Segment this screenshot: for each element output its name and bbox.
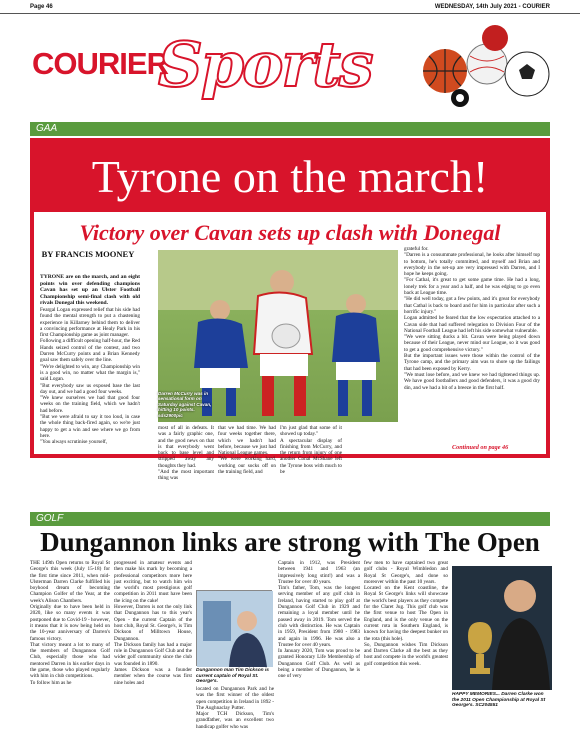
paragraph: "But we were afraid to say it too loud, in case the whole thing back-fired again, so we're just happy to get a win and see where we go from here. bbox=[40, 414, 140, 439]
trophy-photo-icon bbox=[452, 566, 552, 690]
person-photo-icon bbox=[197, 591, 273, 667]
paragraph: So, Dungannon wishes Tim Dickson and Darren Clarke all the best as they host and compete in the world's greatest golf competition this week. bbox=[364, 641, 448, 667]
article-column-4 bbox=[280, 425, 342, 476]
paragraph: progressed in amateur events and then make his mark by becoming a professional competitors more here just exciting, but to watch him win the world's most prestigious golf competition in 2011 must have been the icing on the cake! bbox=[114, 560, 192, 604]
paragraph: that we had time. We had four weeks together there, which we hadn't had before, because we just had National League games. bbox=[218, 425, 276, 457]
masthead-sports: Sports bbox=[158, 28, 372, 101]
article-column-5 bbox=[404, 246, 540, 444]
article-headline: Tyrone on the march! bbox=[34, 142, 546, 212]
page-header bbox=[0, 0, 580, 14]
paragraph: Captain in 1912, was President between 1941 and 1963 (an impressively long stint!) and was a Trustee for over 40 years. bbox=[278, 560, 360, 585]
paragraph: Located on the Kent coastline, the Royal St George's links will showcase the world's best players as they compete for the Claret Jug. This golf club was the first venue to host The Open in England, and is the only venue on the current rota in Southern England, is known for having the deepest bunker on the rota (this hole). bbox=[364, 585, 448, 642]
paragraph: "You always scrutinise yourself, bbox=[40, 439, 108, 446]
golf-column-5 bbox=[364, 560, 448, 736]
section-label-gaa: GAA bbox=[30, 122, 550, 136]
golf-column-4 bbox=[278, 560, 360, 736]
golf-column-1 bbox=[30, 560, 110, 736]
paragraph: "He did well today, got a few points, and it's great for everybody that Cathal is back to board and for him in particular after such a horrific injury." bbox=[404, 296, 540, 315]
paragraph: I'm just glad that some of it showed up today." bbox=[280, 425, 342, 438]
article-subhead: Victory over Cavan sets up clash with Donegal bbox=[79, 220, 501, 245]
tim-dickson-photo bbox=[196, 590, 272, 666]
masthead-courier: COURIER bbox=[32, 46, 168, 81]
paragraph: most of all in defeats. It was a fairly graphic one, and the good news on that is that everybody went back to base level and stripped away any thoughts they had. bbox=[158, 425, 214, 469]
byline: BY FRANCIS MOONEY bbox=[41, 249, 135, 259]
article-column-1 bbox=[40, 274, 140, 460]
paragraph: few men to have captained two great golf clubs - Royal Wimbledon and Royal St George's, and done so moreover within the past 10 years. bbox=[364, 560, 448, 585]
paragraph: located on Dungannon Park and he was the first winner of the oldest open competition in Ireland in 1892 - The Aughnaclay Putter. bbox=[196, 686, 274, 711]
golf-column-3 bbox=[196, 686, 274, 736]
masthead bbox=[30, 16, 550, 116]
page-number: Page 46 bbox=[30, 4, 53, 10]
paragraph: "And the most important thing was bbox=[158, 469, 214, 482]
paragraph: "Darren is a consummate professional, he looks after himself top to bottom, he's totally committed, and myself and Brian and everybody in the set-up are very impressed with Darren, and I hope he keeps going. bbox=[404, 252, 540, 278]
paragraph: THE 149th Open returns to Royal St George's this week (July 15-18) for the first time since 2011, when mid-Ulsterman Darren Clarke fulfilled his boyhood dream of becoming Champion Golfer of the Year, at the week's Alison Chambers. bbox=[30, 560, 110, 604]
paragraph: grateful for. bbox=[404, 246, 429, 252]
paragraph: "We knew ourselves we had that good four weeks on the training field, which we hadn't had before. bbox=[40, 395, 140, 414]
paragraph: Following a difficult opening half-hour, the Red Hands seized control of the contest, and two Darren McCurry points and a Brian Kennedy goal saw them safely over the line. bbox=[40, 338, 140, 364]
paragraph: A spectacular display of finishing from McCurry, and the return from injury of one another Conal McShane left the Tyrone boss with much to be bbox=[280, 437, 342, 476]
paragraph: "But everybody saw us exposed base the last day out, and we had a good four weeks. bbox=[40, 382, 140, 395]
paragraph: Feargal Logan expressed relief that his side had found the mental strength to put a chastening experience in Killarney behind them to deliver a convincing performance at Healy Park in his first Championship game as joint manager. bbox=[40, 306, 140, 339]
paragraph: Tim's father, Tom, was the longest serving member of any golf club in Ireland, having started to play golf at Dungannon Golf Club in 1929 and remaining a loyal member until he passed away in 2019. Tom served the club with distinction. He was Captain in 1959, President from 1980 - 1983 and again in 1996. He was also a Trustee for over 40 years. bbox=[278, 585, 360, 648]
paragraph: Major TCH Dickson, Tim's grandfather, was an excellent two handicap golfer who was bbox=[196, 711, 274, 730]
paragraph: "We were sitting ducks a bit. Cavan were being played down because of their League, never mind our League, so it was good to get a good comprehensive victory." bbox=[404, 334, 540, 353]
section-label-golf: GOLF bbox=[30, 512, 550, 526]
sports-balls-icon bbox=[415, 16, 550, 111]
paragraph: In January 2020, Tom was proud to be granted Honorary Life Membership of Dungannon Golf Club. As well as being a member of Dungannon, he is one of very bbox=[278, 648, 360, 680]
golf-headline: Dungannon links are strong with The Open bbox=[40, 527, 540, 557]
paragraph: To follow him as he bbox=[30, 679, 72, 686]
paragraph: But the important issues were those within the control of the Tyrone camp, and the primary aim was to shore up the failings that had been exposed by Kerry. bbox=[404, 353, 540, 372]
photo-caption: Darren McCurry was in sensational form on Saturday against Cavan, hitting 10 points. sds2900pic bbox=[158, 390, 212, 418]
paragraph: "We were working hard, working our socks off on the training field, and bbox=[218, 456, 276, 476]
paragraph: "We must lose before, and we knew we had tightened things up. We have good footballers and good defenders, it was a good dry din, and we had a bit of a breeze in the first half. bbox=[404, 371, 540, 391]
paragraph: Originally due to have been held in 2020, like so many events it was postponed due to Covid-19 - however, it means that it is now being held on the 10-year anniversary of Darren's famous victory. bbox=[30, 604, 110, 642]
photo3-caption: HAPPY MEMORIES... Darren Clarke won the 2011 Open Championship at Royal St George's. SC204551 bbox=[452, 692, 546, 709]
continued-note: Continued on page 46 bbox=[452, 444, 509, 451]
darren-clarke-photo bbox=[452, 566, 552, 690]
gaa-article bbox=[30, 138, 550, 482]
issue-date: WEDNESDAY, 14th July 2021 - COURIER bbox=[434, 4, 550, 10]
gaa-match-photo bbox=[158, 250, 398, 422]
golf-column-2 bbox=[114, 560, 192, 736]
lead-paragraph: TYRONE are on the march, and an eight points win over defending champions Cavan has set up an Ulster Football Championship semi-final clash with old rivals Donegal this weekend. bbox=[40, 274, 140, 307]
paragraph: Logan admitted he feared that the low expectation attached to a Cavan side that had suffered relegation to Division Four of the National Football League had left his side somewhat vulnerable. bbox=[404, 315, 540, 334]
paragraph: The Dickson family has had a major role in Dungannon Golf Club and the wider golf community since the club was founded in 1890. bbox=[114, 641, 192, 667]
paragraph: James Dickson was a founder member when the course was first nine holes and bbox=[114, 667, 192, 686]
photo2-caption: Dungannon man Tim Dickson is current captain of Royal St. George's. bbox=[196, 668, 269, 685]
paragraph: However, Darren is not the only link that Dungannon has to this year's Open - the current Captain of the host club, Royal St. George's, is Tim Dickson of Milltown House, Dungannon. bbox=[114, 604, 192, 642]
article-column-3 bbox=[218, 425, 276, 476]
paragraph: "We're delighted to win, any Championship win is a good win, no matter what the margin is," said Logan. bbox=[40, 363, 140, 383]
paragraph: "For Cathal, it's great to get some game time. He had a long, lonely trek for a year and a half, and he was edging to go even back at League time. bbox=[404, 277, 540, 297]
article-column-2 bbox=[158, 425, 214, 482]
paragraph: That victory meant a lot to many of the members of Dungannon Golf Club, especially those who had mentored Darren in his earlier days in the game, those who played regularly with him in club competitions. bbox=[30, 641, 110, 680]
